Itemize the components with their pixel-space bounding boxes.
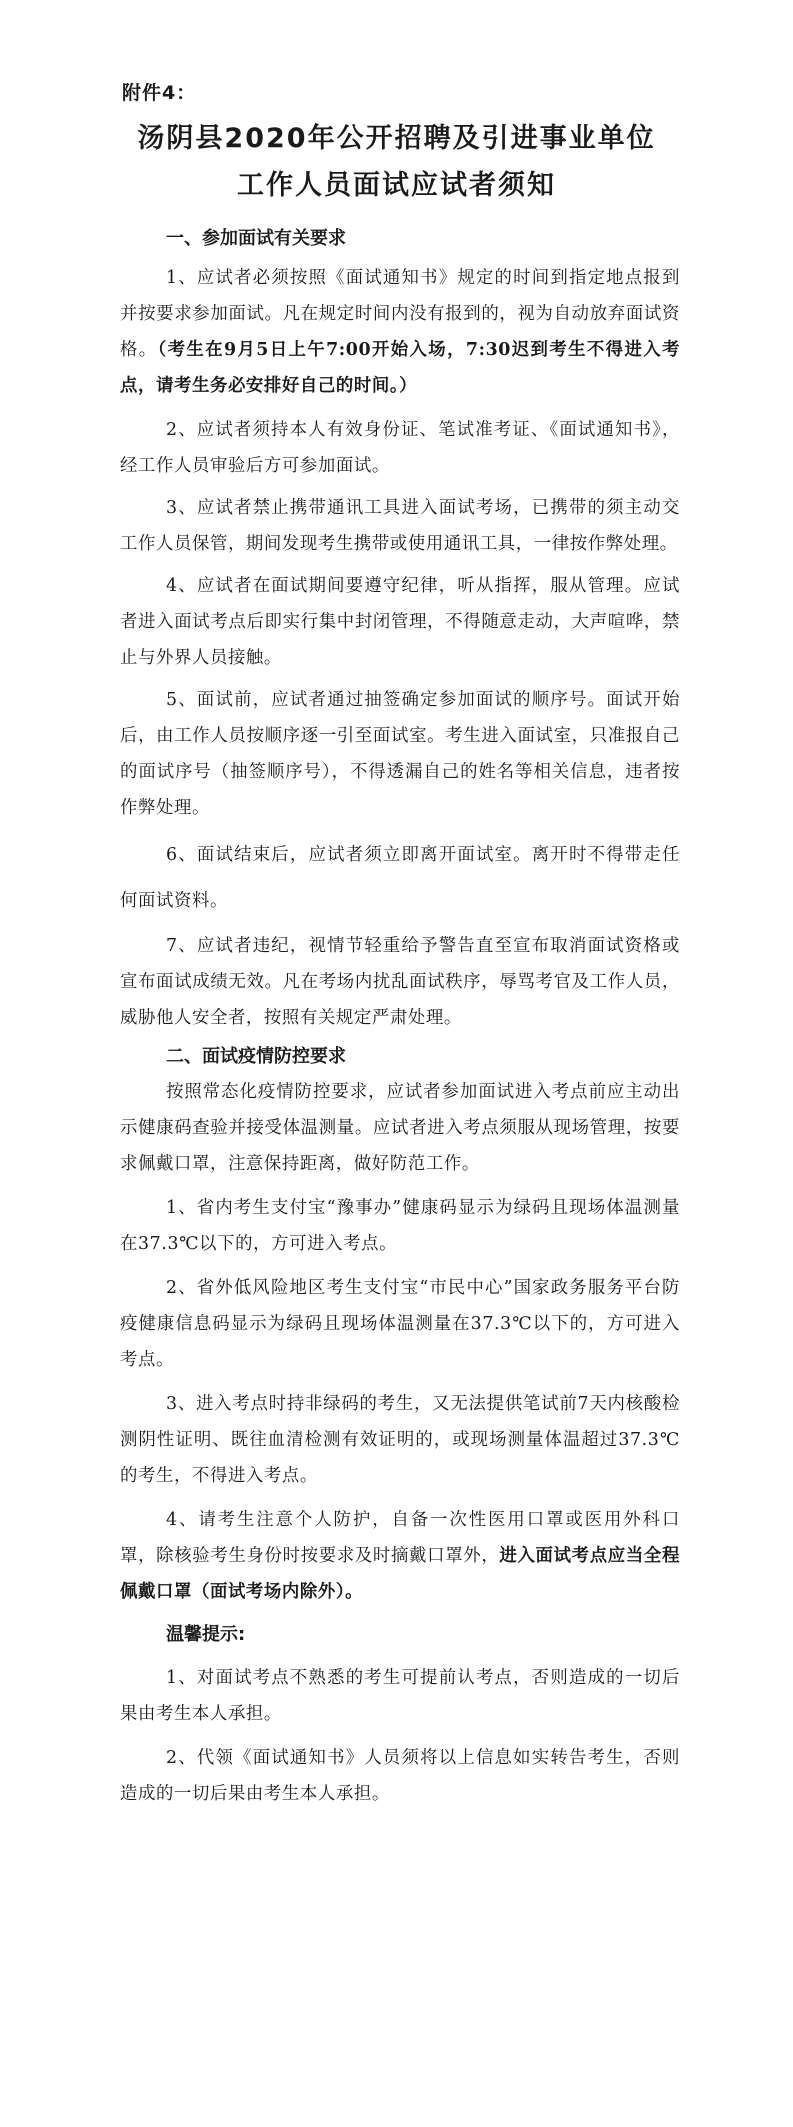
section-heading-epidemic: 二、面试疫情防控要求	[166, 1046, 346, 1067]
paragraph-text: 1、省内考生支付宝“豫事办”健康码显示为绿码且现场体温测量在37.3℃以下的，方可进入考点。	[120, 1198, 680, 1254]
section-heading-tips: 温馨提示:	[166, 1624, 246, 1645]
paragraph-text: 1、对面试考点不熟悉的考生可提前认考点，否则造成的一切后果由考生本人承担。	[120, 1668, 680, 1724]
section-heading-requirements: 一、参加面试有关要求	[166, 228, 346, 249]
paragraph-text: 3、应试者禁止携带通讯工具进入面试考场，已携带的须主动交工作人员保管，期间发现考生携带或使用通讯工具，一律按作弊处理。	[120, 498, 680, 554]
paragraph-text: 按照常态化疫情防控要求，应试者参加面试进入考点前应主动出示健康码查验并接受体温测量。应试者进入考点须服从现场管理，按要求佩戴口罩，注意保持距离，做好防范工作。	[120, 1082, 680, 1174]
paragraph	[120, 1386, 680, 1494]
paragraph-bold-text: 进入面试考点应当全程佩戴口罩（面试考场内除外）。	[120, 1546, 680, 1602]
attachment-label: 附件4：	[122, 82, 197, 104]
paragraph	[120, 1074, 680, 1182]
paragraph-text: 2、应试者须持本人有效身份证、笔试准考证、《面试通知书》，经工作人员审验后方可参加面试。	[120, 420, 680, 476]
paragraph	[120, 568, 680, 676]
paragraph-text: 2、代领《面试通知书》人员须将以上信息如实转告考生，否则造成的一切后果由考生本人承担。	[120, 1748, 680, 1804]
paragraph	[120, 1270, 680, 1378]
title-line-1: 汤阴县2020年公开招聘及引进事业单位	[137, 123, 656, 154]
paragraph	[120, 412, 680, 484]
paragraph	[120, 1740, 680, 1812]
paragraph	[120, 1190, 680, 1262]
paragraph-text: 4、应试者在面试期间要遵守纪律，听从指挥，服从管理。应试者进入面试考点后即实行集中封闭管理，不得随意走动，大声喧哗，禁止与外界人员接触。	[120, 576, 680, 668]
paragraph-text: 2、省外低风险地区考生支付宝“市民中心”国家政务服务平台防疫健康信息码显示为绿码且现场体温测量在37.3℃以下的，方可进入考点。	[120, 1278, 680, 1370]
paragraph-text: 7、应试者违纪，视情节轻重给予警告直至宣布取消面试资格或宣布面试成绩无效。凡在考场内扰乱面试秩序，辱骂考官及工作人员，威胁他人安全者，按照有关规定严肃处理。	[120, 936, 680, 1028]
paragraph-text: 6、面试结束后，应试者须立即离开面试室。离开时不得带走任何面试资料。	[120, 845, 680, 911]
paragraph	[120, 928, 680, 1036]
paragraph	[120, 1660, 680, 1732]
paragraph-text: 3、进入考点时持非绿码的考生，又无法提供笔试前7天内核酸检测阴性证明、既往血清检测有效证明的，或现场测量体温超过37.3℃的考生，不得进入考点。	[120, 1394, 680, 1486]
paragraph-text: 4、请考生注意个人防护，自备一次性医用口罩或医用外科口罩，除核验考生身份时按要求及时摘戴口罩外，	[120, 1510, 680, 1566]
paragraph-text: 5、面试前，应试者通过抽签确定参加面试的顺序号。面试开始后，由工作人员按顺序逐一引至面试室。考生进入面试室，只准报自己的面试序号（抽签顺序号），不得透漏自己的姓名等相关信息，违者按作弊处理。	[120, 690, 680, 818]
document-body	[120, 224, 680, 1812]
paragraph	[120, 260, 680, 404]
paragraph-text: 1、应试者必须按照《面试通知书》规定的时间到指定地点报到并按要求参加面试。凡在规定时间内没有报到的，视为自动放弃面试资格。	[120, 268, 680, 360]
paragraph	[120, 682, 680, 826]
paragraph	[120, 490, 680, 562]
paragraph	[120, 1502, 680, 1610]
paragraph-bold-text: （考生在9月5日上午7:00开始入场，7:30迟到考生不得进入考点，请考生务必安排好自己的时间。）	[120, 340, 680, 396]
paragraph	[120, 832, 680, 924]
title-line-2: 工作人员面试应试者须知	[237, 170, 556, 201]
